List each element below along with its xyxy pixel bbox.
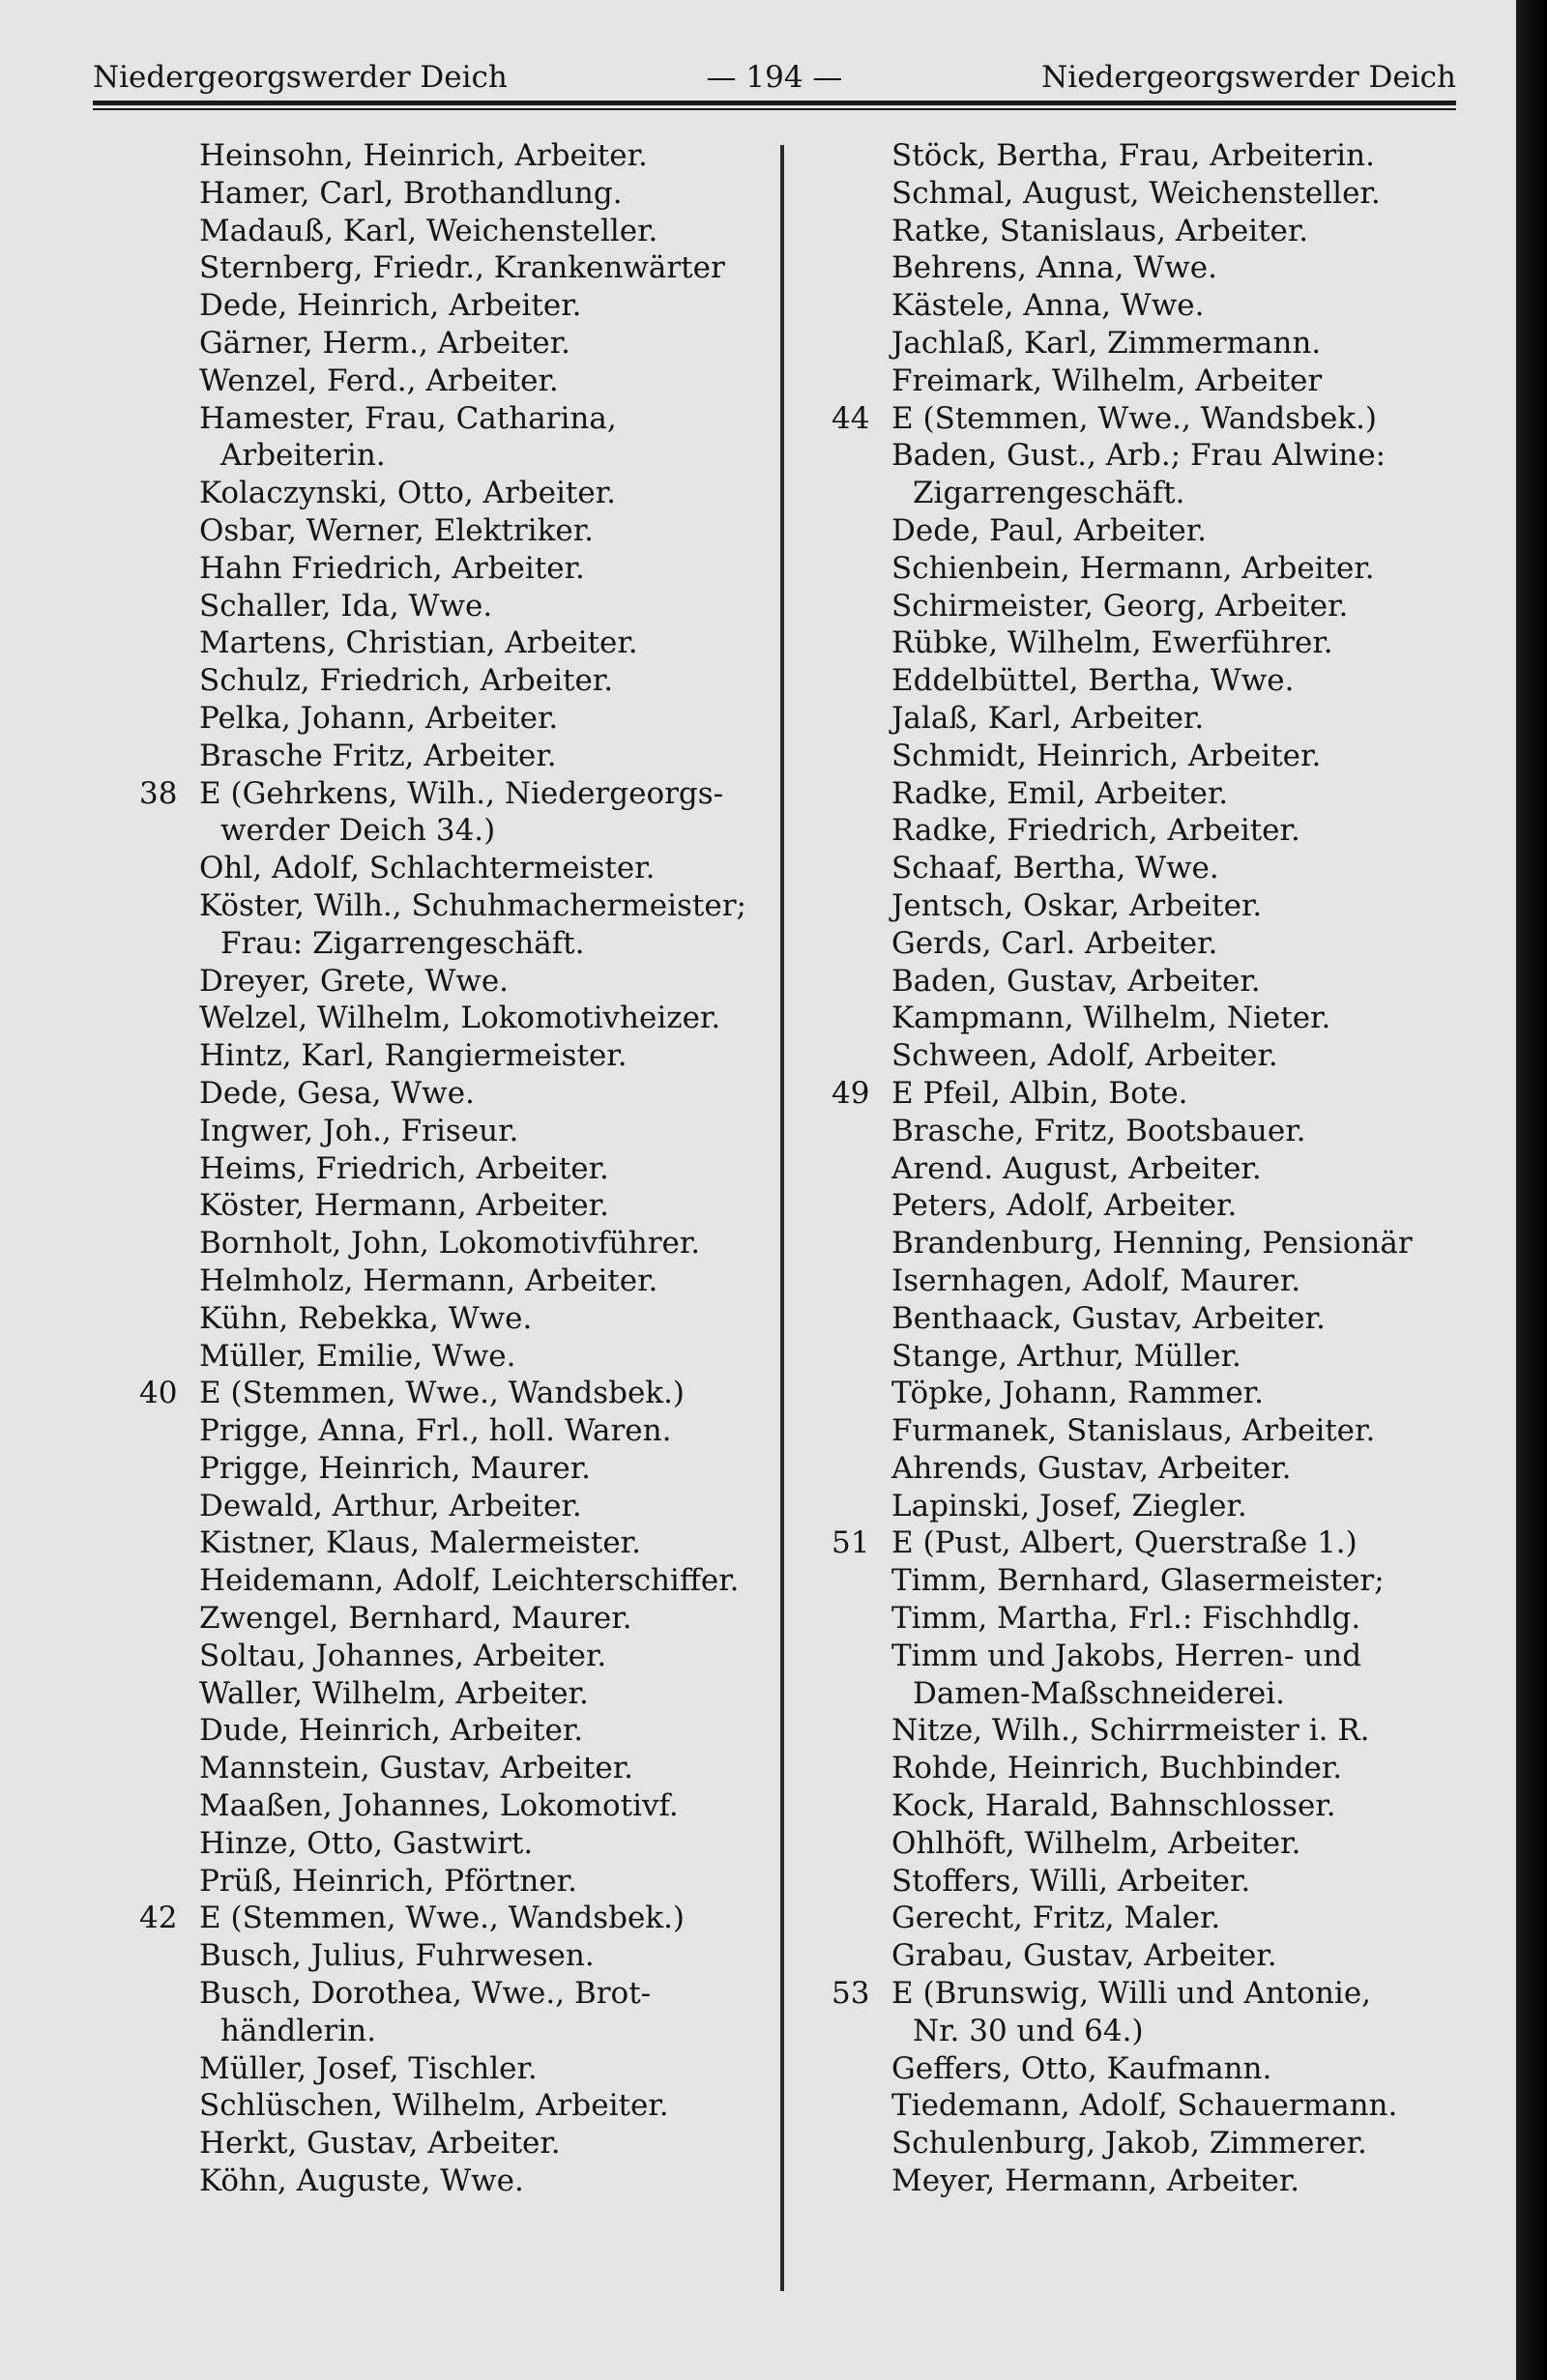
- entry-text: E (Stemmen, Wwe., Wandsbek.): [199, 1901, 686, 1936]
- entry-text: Sternberg, Friedr., Krankenwärter: [199, 250, 725, 286]
- column-divider: [780, 145, 784, 2291]
- entry-text: Dreyer, Grete, Wwe.: [199, 963, 510, 999]
- entry-text: Schienbein, Hermann, Arbeiter.: [891, 550, 1375, 586]
- entry-text: Schulenburg, Jakob, Zimmerer.: [891, 2126, 1367, 2162]
- entry-text: Peters, Adolf, Arbeiter.: [891, 1188, 1238, 1224]
- entry-text: Schirmeister, Georg, Arbeiter.: [891, 588, 1349, 624]
- resident-entry: [147, 400, 775, 438]
- resident-entry: [839, 700, 1506, 738]
- entry-text: Brasche, Fritz, Bootsbauer.: [891, 1113, 1306, 1148]
- right-column: [832, 137, 1506, 2200]
- entry-text: Töpke, Johann, Rammer.: [891, 1376, 1264, 1411]
- resident-entry: [839, 249, 1506, 287]
- entry-text: Dude, Heinrich, Arbeiter.: [199, 1713, 584, 1749]
- entry-text: Heidemann, Adolf, Leichterschiffer.: [199, 1563, 740, 1599]
- entry-text: Martens, Christian, Arbeiter.: [199, 625, 638, 661]
- entry-text: Schaller, Ida, Wwe.: [199, 588, 493, 624]
- resident-entry: [839, 1150, 1506, 1188]
- resident-entry: [147, 738, 775, 775]
- entry-text: Gerecht, Fritz, Maler.: [891, 1901, 1221, 1936]
- resident-entry: [147, 1712, 775, 1750]
- entry-text: Dede, Heinrich, Arbeiter.: [199, 288, 582, 324]
- entry-text: Arbeiterin.: [220, 438, 386, 474]
- resident-entry: [147, 1263, 775, 1300]
- entry-text: Köster, Hermann, Arbeiter.: [199, 1188, 609, 1224]
- entry-text: Schlüschen, Wilhelm, Arbeiter.: [199, 2088, 669, 2124]
- resident-entry: [839, 175, 1506, 213]
- entry-text: Köhn, Auguste, Wwe.: [199, 2163, 524, 2199]
- resident-entry: [839, 1900, 1506, 1937]
- entry-text: Schaaf, Bertha, Wwe.: [891, 851, 1219, 886]
- entry-text: Furmanek, Stanislaus, Arbeiter.: [891, 1413, 1376, 1449]
- resident-entry: [147, 1187, 775, 1225]
- entry-text: Ohlhöft, Wilhelm, Arbeiter.: [891, 1825, 1301, 1861]
- entry-text: händlerin.: [220, 2013, 377, 2048]
- resident-entry: [839, 1863, 1506, 1901]
- entry-text: Jachlaß, Karl, Zimmermann.: [891, 325, 1322, 361]
- entry-text: Prüß, Heinrich, Pförtner.: [199, 1863, 577, 1899]
- header-rule-thin: [93, 108, 1456, 110]
- entry-text: Ratke, Stanislaus, Arbeiter.: [891, 213, 1309, 248]
- resident-entry: [839, 1375, 1506, 1412]
- entry-text: Prigge, Anna, Frl., holl. Waren.: [199, 1413, 672, 1449]
- resident-entry: [147, 1300, 775, 1338]
- entry-continuation: [147, 925, 775, 963]
- resident-entry: [147, 1113, 775, 1150]
- entry-text: Behrens, Anna, Wwe.: [891, 250, 1217, 286]
- entry-text: Herkt, Gustav, Arbeiter.: [199, 2126, 561, 2162]
- resident-entry: [147, 963, 775, 1001]
- resident-entry: [147, 1787, 775, 1825]
- resident-entry: [147, 249, 775, 287]
- resident-entry: [839, 550, 1506, 588]
- resident-entry: [147, 1975, 775, 2013]
- entry-text: Tiedemann, Adolf, Schauermann.: [891, 2088, 1398, 2124]
- entry-text: Kästele, Anna, Wwe.: [891, 288, 1205, 324]
- entry-text: Schmal, August, Weichensteller.: [891, 175, 1381, 211]
- entry-text: Brandenburg, Henning, Pensionär: [891, 1226, 1413, 1262]
- house-number: 53: [832, 1976, 870, 2012]
- entry-continuation: [147, 437, 775, 475]
- entry-text: E (Stemmen, Wwe., Wandsbek.): [891, 400, 1378, 436]
- resident-entry: [147, 2125, 775, 2162]
- entry-text: Stange, Arthur, Müller.: [891, 1338, 1241, 1374]
- entry-text: Mannstein, Gustav, Arbeiter.: [199, 1751, 633, 1786]
- resident-entry: [839, 963, 1506, 1001]
- resident-entry: [147, 624, 775, 662]
- entry-text: Hinze, Otto, Gastwirt.: [199, 1825, 534, 1861]
- entry-text: Zigarrengeschäft.: [913, 476, 1185, 511]
- resident-entry: [147, 1150, 775, 1188]
- entry-text: Lapinski, Josef, Ziegler.: [891, 1488, 1247, 1524]
- house-entry: [832, 1975, 1506, 2013]
- entry-text: Hamester, Frau, Catharina,: [199, 400, 617, 436]
- resident-entry: [839, 137, 1506, 175]
- entry-text: Kampmann, Wilhelm, Nieter.: [891, 1001, 1331, 1036]
- resident-entry: [839, 1450, 1506, 1488]
- resident-entry: [147, 1600, 775, 1638]
- resident-entry: [839, 1562, 1506, 1600]
- entry-continuation: [839, 2013, 1506, 2050]
- entry-text: Ohl, Adolf, Schlachtermeister.: [199, 851, 656, 886]
- entry-text: Wenzel, Ferd., Arbeiter.: [199, 363, 559, 398]
- resident-entry: [839, 662, 1506, 700]
- entry-text: Kock, Harald, Bahnschlosser.: [891, 1788, 1336, 1824]
- house-number: 44: [832, 400, 870, 436]
- house-number: 40: [139, 1376, 178, 1411]
- entry-continuation: [147, 812, 775, 850]
- running-head-right: Niedergeorgswerder Deich: [1041, 60, 1456, 95]
- resident-entry: [147, 2050, 775, 2088]
- entry-continuation: [839, 475, 1506, 512]
- resident-entry: [839, 1338, 1506, 1376]
- resident-entry: [147, 325, 775, 363]
- entry-text: Frau: Zigarrengeschäft.: [220, 925, 585, 961]
- resident-entry: [147, 1338, 775, 1376]
- resident-entry: [147, 1638, 775, 1675]
- resident-entry: [147, 1825, 775, 1863]
- house-entry: [832, 1075, 1506, 1113]
- entry-text: Hahn Friedrich, Arbeiter.: [199, 550, 585, 586]
- entry-text: Zwengel, Bernhard, Maurer.: [199, 1601, 632, 1637]
- entry-text: Baden, Gustav, Arbeiter.: [891, 963, 1261, 999]
- resident-entry: [839, 925, 1506, 963]
- entry-text: Jentsch, Oskar, Arbeiter.: [891, 887, 1263, 923]
- entry-text: Geffers, Otto, Kaufmann.: [891, 2050, 1272, 2086]
- resident-entry: [839, 812, 1506, 850]
- entry-text: Nitze, Wilh., Schirrmeister i. R.: [891, 1713, 1370, 1749]
- entry-text: Timm, Martha, Frl.: Fischhdlg.: [891, 1601, 1361, 1637]
- entry-text: Stoffers, Willi, Arbeiter.: [891, 1863, 1251, 1899]
- entry-text: Maaßen, Johannes, Lokomotivf.: [199, 1788, 679, 1824]
- resident-entry: [839, 1187, 1506, 1225]
- resident-entry: [147, 1488, 775, 1525]
- resident-entry: [147, 475, 775, 512]
- resident-entry: [839, 512, 1506, 550]
- entry-text: Schmidt, Heinrich, Arbeiter.: [891, 738, 1322, 773]
- entry-text: Müller, Emilie, Wwe.: [199, 1338, 516, 1374]
- entry-text: Isernhagen, Adolf, Maurer.: [891, 1263, 1301, 1298]
- entry-text: Ahrends, Gustav, Arbeiter.: [891, 1450, 1292, 1486]
- resident-entry: [839, 1600, 1506, 1638]
- entry-text: Eddelbüttel, Bertha, Wwe.: [891, 663, 1295, 699]
- resident-entry: [839, 738, 1506, 775]
- resident-entry: [147, 850, 775, 887]
- resident-entry: [147, 1562, 775, 1600]
- entry-text: Helmholz, Hermann, Arbeiter.: [199, 1263, 658, 1298]
- entry-text: Kühn, Rebekka, Wwe.: [199, 1300, 533, 1336]
- page-number: — 194 —: [706, 60, 843, 95]
- resident-entry: [839, 1638, 1506, 1675]
- resident-entry: [839, 2087, 1506, 2125]
- entry-text: Benthaack, Gustav, Arbeiter.: [891, 1300, 1326, 1336]
- house-entry: [832, 400, 1506, 438]
- resident-entry: [839, 2050, 1506, 2088]
- entry-text: Freimark, Wilhelm, Arbeiter: [891, 363, 1323, 398]
- house-entry: [832, 1524, 1506, 1562]
- resident-entry: [147, 2162, 775, 2200]
- entry-text: Gerds, Carl. Arbeiter.: [891, 925, 1218, 961]
- entry-text: E (Pust, Albert, Querstraße 1.): [891, 1525, 1357, 1561]
- resident-entry: [147, 550, 775, 588]
- entry-text: E (Gehrkens, Wilh., Niedergeorgs-: [199, 775, 724, 811]
- resident-entry: [839, 887, 1506, 925]
- resident-entry: [839, 1750, 1506, 1787]
- entry-text: Radke, Friedrich, Arbeiter.: [891, 813, 1300, 849]
- resident-entry: [839, 325, 1506, 363]
- house-number: 51: [832, 1525, 870, 1561]
- entry-text: werder Deich 34.): [220, 813, 496, 849]
- entry-text: Waller, Wilhelm, Arbeiter.: [199, 1675, 589, 1711]
- entry-text: Prigge, Heinrich, Maurer.: [199, 1450, 591, 1486]
- resident-entry: [147, 887, 775, 925]
- entry-text: Köster, Wilh., Schuhmachermeister;: [199, 887, 746, 923]
- resident-entry: [147, 1225, 775, 1263]
- entry-text: Kolaczynski, Otto, Arbeiter.: [199, 476, 616, 511]
- entry-text: Ingwer, Joh., Friseur.: [199, 1113, 519, 1148]
- resident-entry: [839, 1937, 1506, 1975]
- entry-text: Dewald, Arthur, Arbeiter.: [199, 1488, 582, 1524]
- entry-text: Madauß, Karl, Weichensteller.: [199, 213, 658, 248]
- resident-entry: [147, 287, 775, 325]
- resident-entry: [839, 850, 1506, 887]
- entry-continuation: [147, 2013, 775, 2050]
- entry-text: Welzel, Wilhelm, Lokomotivheizer.: [199, 1001, 721, 1036]
- house-number: 38: [139, 775, 178, 811]
- resident-entry: [147, 175, 775, 213]
- entry-text: Timm, Bernhard, Glasermeister;: [891, 1563, 1385, 1599]
- resident-entry: [839, 1113, 1506, 1150]
- resident-entry: [839, 1412, 1506, 1450]
- resident-entry: [839, 1787, 1506, 1825]
- resident-entry: [147, 662, 775, 700]
- resident-entry: [147, 363, 775, 400]
- entry-text: Heims, Friedrich, Arbeiter.: [199, 1150, 609, 1186]
- resident-entry: [147, 1750, 775, 1787]
- entry-text: Grabau, Gustav, Arbeiter.: [891, 1938, 1277, 1974]
- page-header: [93, 58, 1456, 97]
- house-entry: [139, 1375, 775, 1412]
- entry-text: Meyer, Hermann, Arbeiter.: [891, 2163, 1300, 2199]
- resident-entry: [147, 1412, 775, 1450]
- resident-entry: [147, 588, 775, 625]
- entry-text: Timm und Jakobs, Herren- und: [891, 1638, 1362, 1673]
- resident-entry: [147, 512, 775, 550]
- resident-entry: [147, 1037, 775, 1075]
- house-entry: [139, 1900, 775, 1937]
- entry-text: Busch, Dorothea, Wwe., Brot-: [199, 1976, 652, 2012]
- resident-entry: [147, 700, 775, 738]
- resident-entry: [839, 1300, 1506, 1338]
- entry-text: Bornholt, John, Lokomotivführer.: [199, 1226, 701, 1262]
- entry-text: Schulz, Friedrich, Arbeiter.: [199, 663, 614, 699]
- resident-entry: [147, 1675, 775, 1713]
- entry-text: E (Brunswig, Willi und Antonie,: [891, 1976, 1372, 2012]
- resident-entry: [839, 1000, 1506, 1037]
- house-number: 42: [139, 1901, 178, 1936]
- entry-continuation: [839, 1675, 1506, 1713]
- resident-entry: [147, 1863, 775, 1901]
- entry-text: Rohde, Heinrich, Buchbinder.: [891, 1751, 1343, 1786]
- resident-entry: [839, 287, 1506, 325]
- resident-entry: [147, 137, 775, 175]
- entry-text: Jalaß, Karl, Arbeiter.: [891, 700, 1205, 736]
- resident-entry: [839, 1225, 1506, 1263]
- entry-text: Kistner, Klaus, Malermeister.: [199, 1525, 641, 1561]
- resident-entry: [839, 1825, 1506, 1863]
- entry-text: Hintz, Karl, Rangiermeister.: [199, 1038, 628, 1074]
- entry-text: Müller, Josef, Tischler.: [199, 2050, 538, 2086]
- entry-text: Radke, Emil, Arbeiter.: [891, 775, 1229, 811]
- resident-entry: [839, 1263, 1506, 1300]
- running-head-left: Niedergeorgswerder Deich: [93, 60, 508, 95]
- resident-entry: [839, 1488, 1506, 1525]
- entry-text: Pelka, Johann, Arbeiter.: [199, 700, 559, 736]
- resident-entry: [839, 363, 1506, 400]
- entry-text: Baden, Gust., Arb.; Frau Alwine:: [891, 438, 1386, 474]
- entry-text: E Pfeil, Albin, Bote.: [891, 1075, 1188, 1111]
- resident-entry: [147, 2087, 775, 2125]
- resident-entry: [147, 1524, 775, 1562]
- resident-entry: [839, 213, 1506, 250]
- entry-text: Schween, Adolf, Arbeiter.: [891, 1038, 1278, 1074]
- resident-entry: [147, 1450, 775, 1488]
- resident-entry: [147, 1000, 775, 1037]
- entry-text: Hamer, Carl, Brothandlung.: [199, 175, 623, 211]
- resident-entry: [147, 1937, 775, 1975]
- resident-entry: [839, 624, 1506, 662]
- entry-text: Arend. August, Arbeiter.: [891, 1150, 1262, 1186]
- entry-text: Brasche Fritz, Arbeiter.: [199, 738, 557, 773]
- header-rule-thick: [93, 101, 1456, 105]
- entry-text: E (Stemmen, Wwe., Wandsbek.): [199, 1376, 686, 1411]
- resident-entry: [839, 1037, 1506, 1075]
- entry-text: Gärner, Herm., Arbeiter.: [199, 325, 571, 361]
- entry-text: Soltau, Johannes, Arbeiter.: [199, 1638, 607, 1673]
- resident-entry: [839, 1712, 1506, 1750]
- entry-text: Busch, Julius, Fuhrwesen.: [199, 1938, 595, 1974]
- resident-entry: [147, 1075, 775, 1113]
- entry-text: Osbar, Werner, Elektriker.: [199, 512, 594, 548]
- house-number: 49: [832, 1075, 870, 1111]
- resident-entry: [839, 2162, 1506, 2200]
- resident-entry: [147, 213, 775, 250]
- entry-text: Dede, Gesa, Wwe.: [199, 1075, 475, 1111]
- entry-text: Heinsohn, Heinrich, Arbeiter.: [199, 138, 648, 173]
- scan-edge: [1516, 0, 1547, 2380]
- entry-text: Dede, Paul, Arbeiter.: [891, 512, 1208, 548]
- resident-entry: [839, 437, 1506, 475]
- resident-entry: [839, 775, 1506, 813]
- left-column: [139, 137, 775, 2200]
- resident-entry: [839, 588, 1506, 625]
- entry-text: Stöck, Bertha, Frau, Arbeiterin.: [891, 138, 1375, 173]
- entry-text: Rübke, Wilhelm, Ewerführer.: [891, 625, 1333, 661]
- entry-text: Nr. 30 und 64.): [913, 2013, 1144, 2048]
- resident-entry: [839, 2125, 1506, 2162]
- entry-text: Damen-Maßschneiderei.: [913, 1675, 1286, 1711]
- house-entry: [139, 775, 775, 813]
